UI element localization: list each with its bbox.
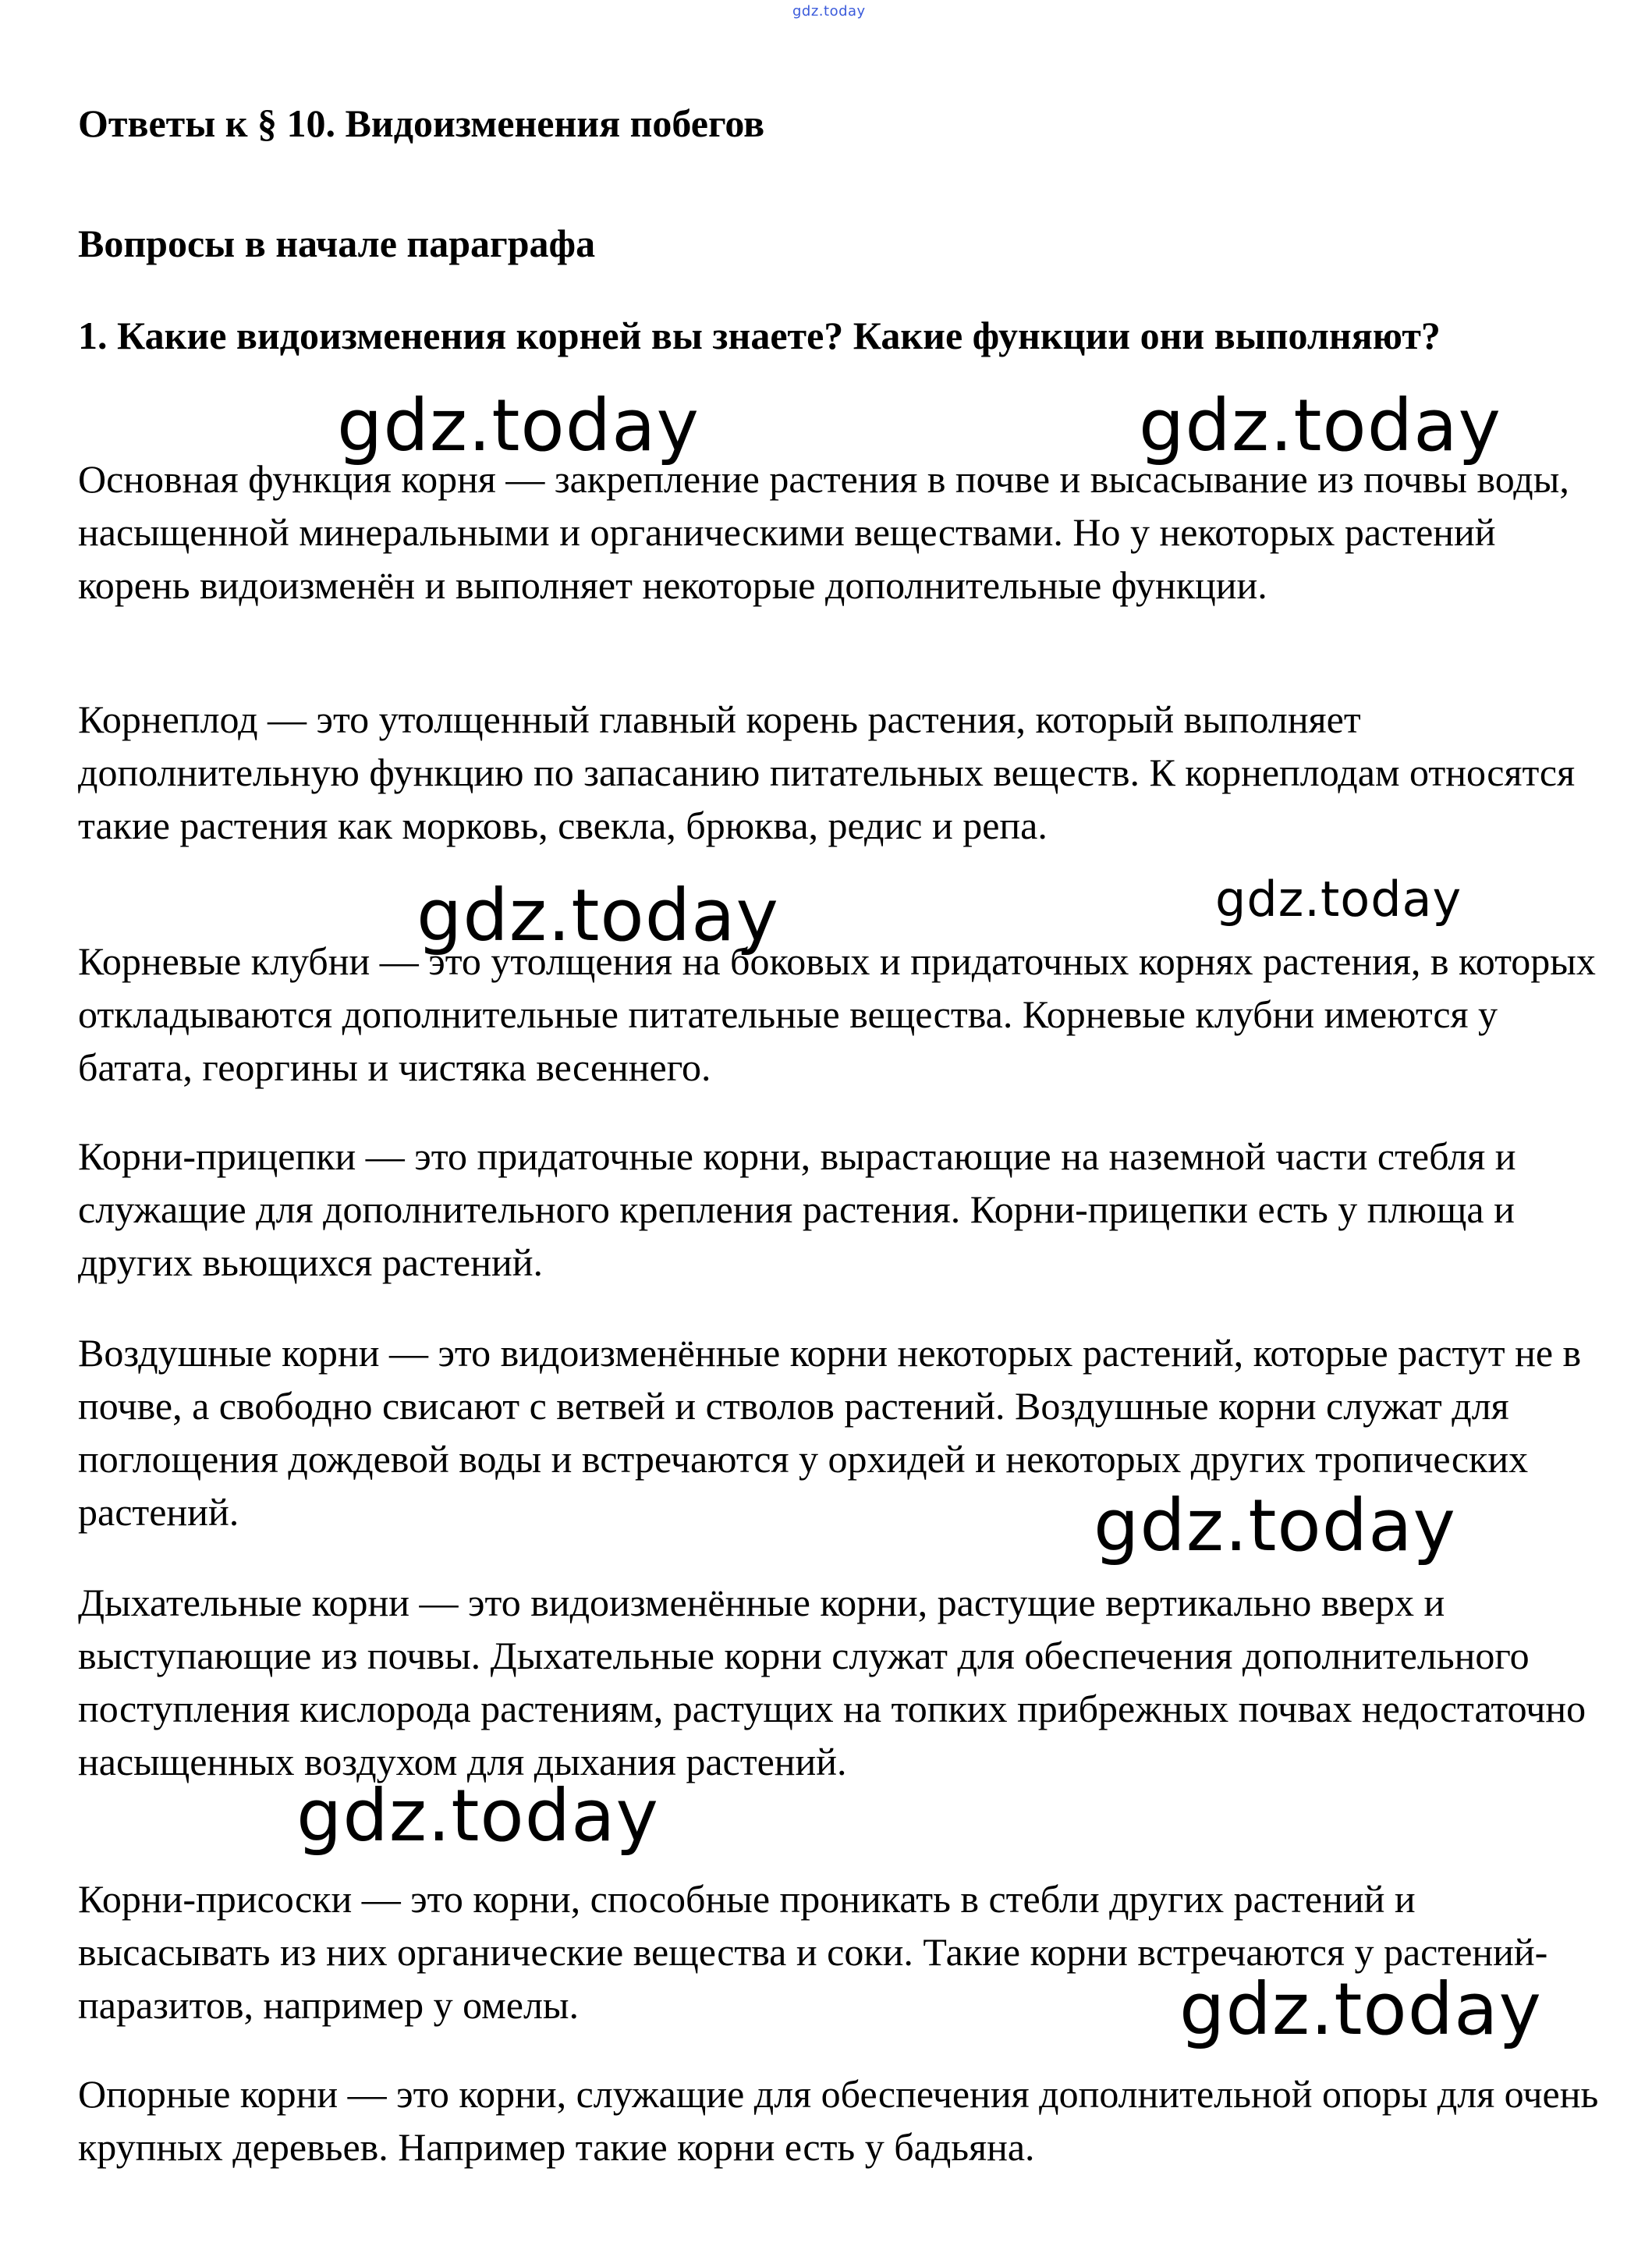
- paragraph-breathing-roots: Дыхательные корни — это видоизменённые корни, растущие вертикально вверх и выступающие из почвы. Дыхательные корни служат для обеспечения дополнительного поступления кислорода растениям, растущих на топких прибрежных почвах недостаточно насыщенных воздухом для дыхания растений.: [78, 1581, 1586, 1783]
- paragraph-root-crops: Корнеплод — это утолщенный главный корень растения, который выполняет дополнительную функцию по запасанию питательных веществ. К корнеплодам относятся такие растения как морковь, свекла, брюква, редис и репа.: [78, 697, 1576, 847]
- question-heading: 1. Какие видоизменения корней вы знаете? Какие функции они выполняют?: [78, 314, 1441, 357]
- paragraph-root-tubers: Корневые клубни — это утолщения на боковых и придаточных корнях растения, в которых откладываются дополнительные питательные вещества. Корневые клубни имеются у батата, георгины и чистяка весеннего.: [78, 939, 1596, 1089]
- page-title: Ответы к § 10. Видоизменения побегов: [78, 101, 765, 145]
- paragraph-aerial-roots: Воздушные корни — это видоизменённые корни некоторых растений, которые растут не в почве, а свободно свисают с ветвей и стволов растений. Воздушные корни служат для поглощения дождевой воды и встречаются у орхидей и некоторых других тропических растений.: [78, 1331, 1582, 1534]
- header-watermark: gdz.today: [792, 3, 866, 20]
- paragraph-root-function: Основная функция корня — закрепление растения в почве и высасывание из почвы воды, насыщенной минеральными и органическими веществами. Но у некоторых растений корень видоизменён и выполняет некоторые дополнительные функции.: [78, 457, 1569, 607]
- paragraph-support-roots: Опорные корни — это корни, служащие для обеспечения дополнительной опоры для очень крупных деревьев. Например такие корни есть у бадьяна.: [78, 2072, 1599, 2169]
- watermark: gdz.today: [1139, 384, 1501, 467]
- watermark: gdz.today: [1094, 1484, 1456, 1567]
- paragraph-clinging-roots: Корни-прицепки — это придаточные корни, вырастающие на наземной части стебля и служащие для дополнительного крепления растения. Корни-прицепки есть у плюща и других вьющихся растений.: [78, 1134, 1516, 1284]
- watermark: gdz.today: [337, 384, 700, 467]
- section-heading: Вопросы в начале параграфа: [78, 222, 596, 265]
- watermark: gdz.today: [1179, 1968, 1542, 2051]
- watermark: gdz.today: [296, 1774, 659, 1858]
- watermark: gdz.today: [417, 874, 779, 957]
- watermark: gdz.today: [1215, 871, 1462, 928]
- paragraph-sucker-roots: Корни-присоски — это корни, способные проникать в стебли других растений и высасывать из них органические вещества и соки. Такие корни встречаются у растений-паразитов, например у омелы.: [78, 1877, 1548, 2027]
